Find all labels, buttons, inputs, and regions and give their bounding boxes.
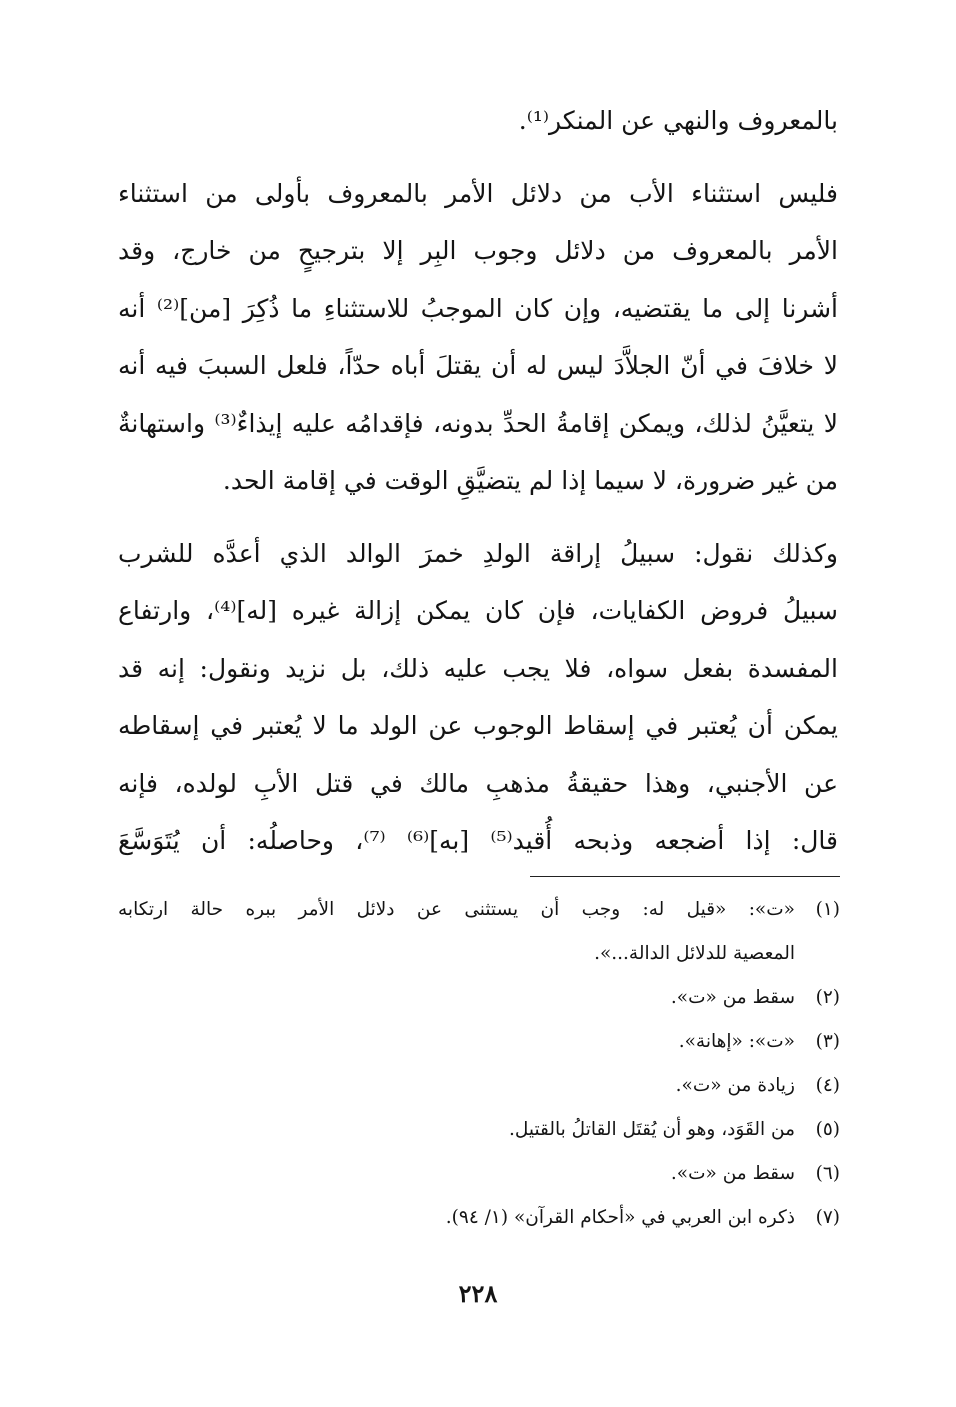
- text-line: عن الأجنبي، وهذا حقيقةُ مذهبِ مالك في قتل الأبِ لولده، فإنه: [118, 768, 838, 798]
- text-line: سبيلُ فروض الكفايات، فإن كان يمكن إزالة غيره [له]⁽⁴⁾، وارتفاع: [118, 596, 838, 625]
- footnote-text: [118, 1196, 795, 1240]
- footnote-item: [118, 888, 840, 976]
- paragraph-gap: [118, 510, 838, 525]
- footnote-item: [118, 1196, 840, 1240]
- text-line: لا خلافَ في أنّ الجلاَّدَ ليس له أن يقتلَ أباه حدّاً، فلعل السببَ فيه أنه: [118, 351, 838, 380]
- footnote-text: [118, 888, 795, 976]
- footnote-text: [118, 976, 795, 1020]
- footnote-text: [118, 1152, 795, 1196]
- paragraph-gap: [118, 150, 838, 165]
- footnote-text: [118, 1108, 795, 1152]
- text-line: من غير ضرورة، لا سيما إذا لم يتضيَّقِ الوقت في إقامة الحد.: [222, 466, 838, 495]
- page-number: ٢٢٨: [458, 1279, 498, 1308]
- footnote-item: [118, 1108, 840, 1152]
- main-text: [118, 92, 838, 870]
- footnote-item: [118, 1020, 840, 1064]
- footnote-line: «ت»: «إهانة».: [678, 1031, 795, 1052]
- footnote-text: [118, 1064, 795, 1108]
- text-line: فليس استثناء الأب من دلائل الأمر بالمعروف بأولى من استثناء: [118, 178, 838, 208]
- footnote-line: من القَوَد، وهو أن يُقتَل القاتلُ بالقتيل.: [508, 1119, 795, 1140]
- footnote-number: (٧): [815, 1207, 840, 1228]
- footnote-line: سقط من «ت».: [670, 1163, 795, 1184]
- footnote-divider: [530, 876, 840, 877]
- footnote-line: المعصية للدلائل الدالة...».: [594, 943, 795, 964]
- footnote-number: (٢): [815, 987, 840, 1008]
- footnote-item: [118, 976, 840, 1020]
- footnote-text: [118, 1020, 795, 1064]
- footnote-number: (٥): [815, 1119, 840, 1140]
- footnote-number: (٤): [815, 1075, 840, 1096]
- text-line: لا يتعيَّنُ لذلك، ويمكن إقامةُ الحدِّ بدونه، فإقدامُه عليه إيذاءٌ⁽³⁾ واستهانةٌ: [118, 408, 838, 438]
- text-line: الأمر بالمعروف من دلائل وجوب البِر إلا بترجيحٍ من خارج، وقد: [118, 236, 838, 265]
- text-line: أشرنا إلى ما يقتضيه، وإن كان الموجبُ للاستثناءِ ما ذُكِرَ [من]⁽²⁾ أنه: [118, 293, 838, 323]
- footnote-number: (٦): [815, 1163, 840, 1184]
- footnotes: [118, 888, 840, 1240]
- text-line: بالمعروف والنهي عن المنكر⁽¹⁾.: [518, 106, 838, 135]
- footnote-item: [118, 1152, 840, 1196]
- footnote-line: سقط من «ت».: [670, 987, 795, 1008]
- footnote-line: زيادة من «ت».: [675, 1075, 795, 1096]
- footnote-line: ذكره ابن العربي في «أحكام القرآن» (١/ ٩٤).: [445, 1207, 795, 1228]
- footnote-number: (٣): [815, 1031, 840, 1052]
- text-line: وكذلك نقول: سبيلُ إراقة الولدِ خمرَ الوالد الذي أعدَّه للشرب: [118, 538, 838, 568]
- footnote-number: (١): [815, 899, 840, 920]
- footnote-item: [118, 1064, 840, 1108]
- text-line: قال: إذا أضجعه وذبحه أُقيد⁽⁵⁾ [به]⁽⁶⁾ ⁽⁷⁾، وحاصلُه: أن يُتَوَسَّعَ: [118, 826, 838, 855]
- text-line: المفسدة بفعل سواه، فلا يجب عليه ذلك، بل نزيد ونقول: إنه قد: [118, 653, 838, 683]
- text-line: يمكن أن يُعتبر في إسقاط الوجوب عن الولد ما لا يُعتبر في إسقاطه: [118, 711, 838, 740]
- footnote-line: «ت»: «قيل له: وجب أن يستثنى عن دلائل الأمر ببره حالة ارتكابه: [118, 899, 795, 920]
